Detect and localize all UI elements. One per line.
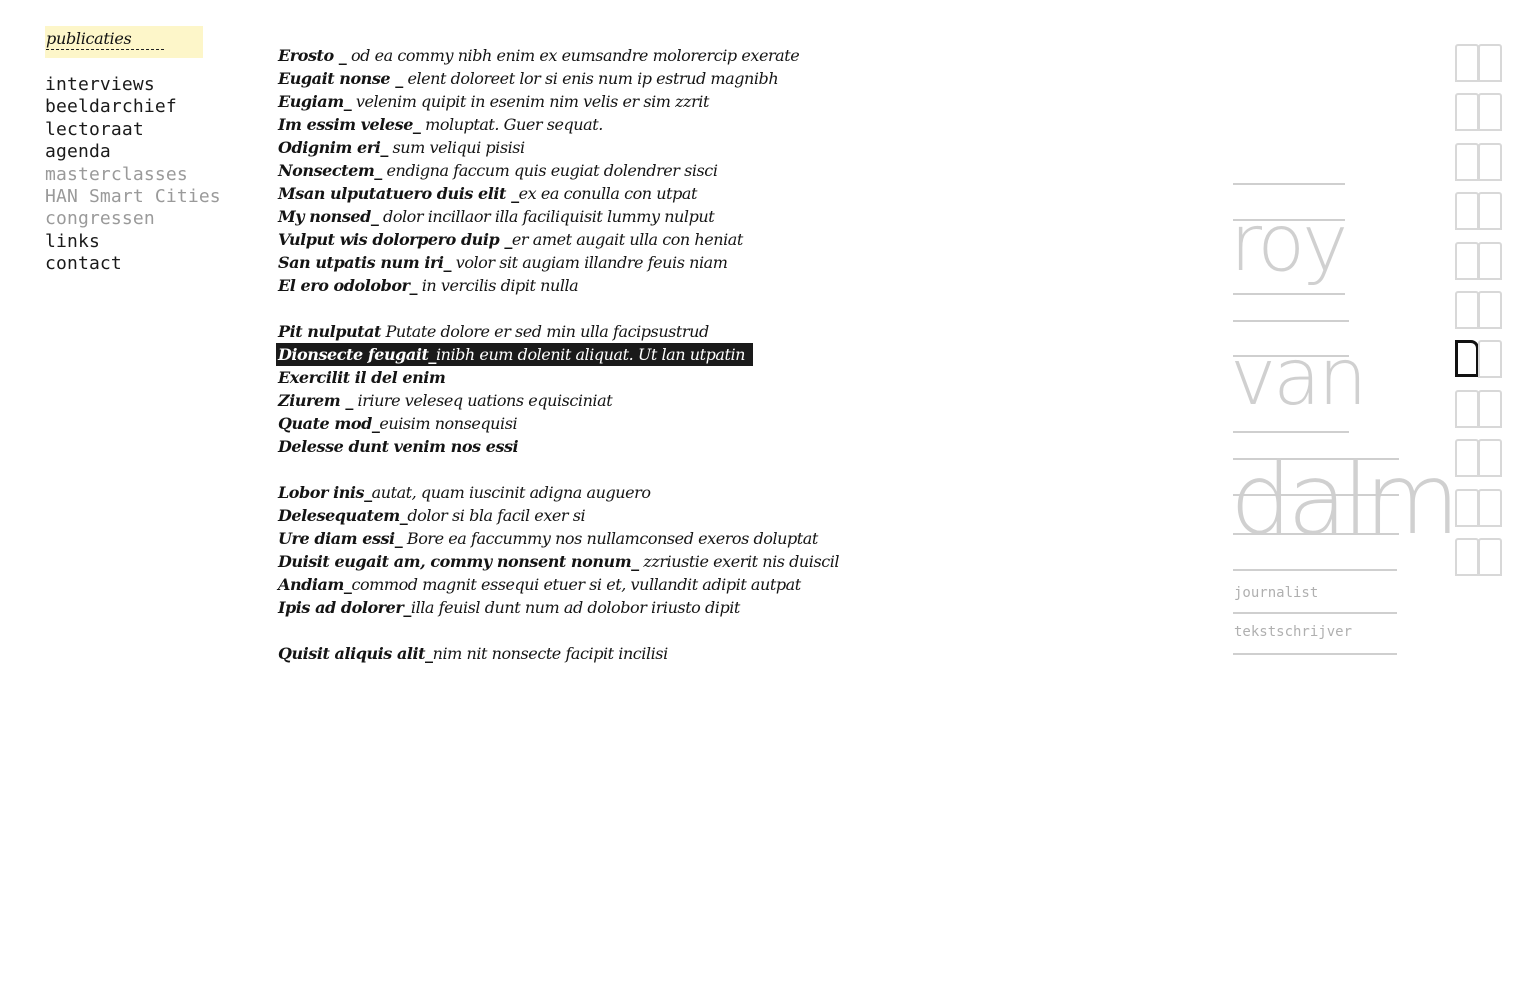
logo-rule (1233, 219, 1345, 221)
main-navigation (45, 26, 285, 276)
book-icon[interactable] (1455, 192, 1501, 228)
list-item-text: euisim nonsequisi (379, 414, 518, 433)
logo-rule (1233, 431, 1349, 433)
list-item-title: San utpatis num iri_ (278, 253, 452, 272)
book-page-right (1478, 439, 1502, 477)
role-tekstschrijver[interactable]: tekstschrijver (1234, 624, 1353, 640)
logo-rule (1233, 533, 1399, 535)
list-item-text: Putate dolore er sed min ulla facipsustrud (380, 322, 709, 341)
nav-list (45, 74, 285, 276)
list-item-title: Ure diam essi_ (278, 529, 403, 548)
book-icon[interactable] (1455, 242, 1501, 278)
list-item-text: illa feuisl dunt num ad dolobor iriusto dipit (410, 598, 740, 617)
list-item[interactable] (278, 44, 898, 67)
list-item-selected[interactable] (276, 343, 753, 366)
list-item[interactable] (278, 412, 898, 435)
book-page-right (1478, 192, 1502, 230)
list-item-title: Ipis ad dolorer_ (278, 598, 411, 617)
logo-rule (1233, 569, 1397, 571)
list-item[interactable] (278, 481, 898, 504)
book-page-right (1478, 489, 1502, 527)
book-icon[interactable] (1455, 489, 1501, 525)
list-item[interactable] (278, 320, 898, 343)
list-item-title: Andiam_ (278, 575, 352, 594)
list-item[interactable] (278, 596, 898, 619)
book-page-right (1478, 143, 1502, 181)
list-item[interactable] (278, 274, 898, 297)
book-icon[interactable] (1455, 340, 1501, 376)
book-page-left (1455, 192, 1479, 230)
book-icon[interactable] (1455, 44, 1501, 80)
book-icon[interactable] (1455, 538, 1501, 574)
list-item[interactable] (278, 90, 898, 113)
nav-active-underline (46, 49, 164, 50)
list-item-text: zzriustie exerit nis duiscil (638, 552, 840, 571)
book-page-left (1455, 390, 1479, 428)
list-item-text: ex ea conulla con utpat (518, 184, 697, 203)
list-item-title: Pit nulputat (278, 322, 381, 341)
list-item[interactable] (278, 182, 898, 205)
logo-rule (1233, 653, 1397, 655)
nav-item-congressen[interactable]: congressen (45, 208, 155, 230)
nav-item-agenda[interactable]: agenda (45, 141, 111, 163)
publications-group (278, 44, 898, 297)
list-item-text: volor sit augiam illandre feuis niam (451, 253, 728, 272)
list-item-text: iriure veleseq uations equisciniat (352, 391, 613, 410)
nav-item-lectoraat[interactable]: lectoraat (45, 118, 144, 140)
list-item[interactable] (278, 159, 898, 182)
list-item[interactable] (278, 389, 898, 412)
publications-list (278, 44, 898, 688)
book-page-left (1455, 93, 1479, 131)
book-icon[interactable] (1455, 291, 1501, 327)
list-item[interactable] (278, 228, 898, 251)
nav-item-links[interactable]: links (45, 230, 100, 252)
list-item-text: endigna faccum quis eugiat dolendrer sisci (381, 161, 718, 180)
logo-rule (1233, 355, 1349, 357)
list-item-text: sum veliqui pisisi (387, 138, 525, 157)
logo-rule (1233, 612, 1397, 614)
logo-word-middle: van (1230, 333, 1365, 423)
nav-active-label: publicaties (46, 29, 132, 48)
list-item-text: autat, quam iuscinit adigna auguero (371, 483, 651, 502)
list-item[interactable] (278, 205, 898, 228)
list-item-title: My nonsed_ (278, 207, 379, 226)
publications-group (278, 320, 898, 458)
list-item-text: dolor si bla facil exer si (407, 506, 586, 525)
list-item-text: inibh eum dolenit aliquat. Ut lan utpatin (435, 345, 745, 364)
nav-item-interviews[interactable]: interviews (45, 74, 155, 95)
list-item[interactable] (278, 366, 898, 389)
list-item[interactable] (278, 136, 898, 159)
nav-item-masterclasses[interactable]: masterclasses (45, 163, 188, 185)
logo-rule (1233, 494, 1399, 496)
list-item-title: Ziurem _ (278, 391, 353, 410)
list-item[interactable] (278, 504, 898, 527)
list-item-title: Lobor inis_ (278, 483, 372, 502)
book-page-left (1455, 439, 1479, 477)
book-page-right (1478, 291, 1502, 329)
list-item-text: od ea commy nibh enim ex eumsandre molorercip exerate (346, 46, 800, 65)
role-journalist[interactable]: journalist (1234, 585, 1319, 601)
list-item-text: elent doloreet lor si enis num ip estrud magnibh (402, 69, 779, 88)
logo-word-first: roy (1230, 199, 1346, 289)
book-page-right (1478, 538, 1502, 576)
list-item-text: dolor incillaor illa faciliquisit lummy nulput (378, 207, 715, 226)
list-item-title: Msan ulputatuero duis elit _ (278, 184, 519, 203)
nav-item-han-smart-cities[interactable]: HAN Smart Cities (45, 185, 221, 207)
book-page-right (1478, 390, 1502, 428)
list-item-text: er amet augait ulla con heniat (511, 230, 743, 249)
list-item-text: in vercilis dipit nulla (417, 276, 579, 295)
list-item-title: Duisit eugait am, commy nonsent nonum_ (278, 552, 639, 571)
list-item-text: commod magnit essequi etuer si et, vullandit adipit autpat (351, 575, 801, 594)
list-item-title: Quisit aliquis alit_ (278, 644, 433, 663)
list-item-title: Eugait nonse _ (278, 69, 403, 88)
list-item[interactable] (278, 67, 898, 90)
list-item[interactable] (278, 113, 898, 136)
list-item-title: Im essim velese_ (278, 115, 421, 134)
list-item-title: Quate mod_ (278, 414, 380, 433)
book-page-left (1455, 242, 1479, 280)
logo-word-last: dalm (1230, 443, 1455, 557)
publications-group (278, 481, 898, 619)
logo-rule (1233, 183, 1345, 185)
book-page-right (1478, 44, 1502, 82)
book-page-left (1455, 340, 1479, 377)
list-item[interactable] (278, 642, 898, 665)
publications-group (278, 642, 898, 665)
book-page-left (1455, 291, 1479, 329)
list-item-title: Erosto _ (278, 46, 347, 65)
book-page-right (1478, 93, 1502, 131)
list-item-title: Eugiam_ (278, 92, 352, 111)
book-icon[interactable] (1455, 93, 1501, 129)
nav-item-beeldarchief[interactable]: beeldarchief (45, 96, 177, 118)
nav-item-active-publicaties[interactable] (45, 26, 203, 58)
list-item-text: Bore ea faccummy nos nullamconsed exeros doluptat (402, 529, 818, 548)
list-item-text: nim nit nonsecte facipit incilisi (432, 644, 668, 663)
list-item-title: Vulput wis dolorpero duip _ (278, 230, 512, 249)
list-item-title: Exercilit il del enim (278, 368, 446, 387)
list-item-title: El ero odolobor_ (278, 276, 418, 295)
book-icon[interactable] (1455, 439, 1501, 475)
book-page-right (1478, 340, 1502, 378)
nav-item-contact[interactable]: contact (45, 253, 122, 275)
book-page-left (1455, 489, 1479, 527)
list-item[interactable] (278, 573, 898, 596)
list-item-title: Delesequatem_ (278, 506, 408, 525)
book-page-left (1455, 538, 1479, 576)
list-item-text: moluptat. Guer sequat. (420, 115, 603, 134)
book-icon[interactable] (1455, 390, 1501, 426)
logo-rule (1233, 293, 1345, 295)
book-page-left (1455, 143, 1479, 181)
list-item[interactable] (278, 550, 898, 573)
list-item[interactable] (278, 527, 898, 550)
list-item-title: Dionsecte feugait_ (278, 345, 436, 364)
list-item[interactable] (278, 251, 898, 274)
list-item[interactable] (278, 435, 898, 458)
book-page-left (1455, 44, 1479, 82)
list-item-title: Odignim eri_ (278, 138, 388, 157)
list-item-title: Delesse dunt venim nos essi (278, 437, 519, 456)
list-item-text: velenim quipit in esenim nim velis er sim zzrit (351, 92, 709, 111)
book-page-right (1478, 242, 1502, 280)
book-icon[interactable] (1455, 143, 1501, 179)
logo-rule (1233, 320, 1349, 322)
list-item-title: Nonsectem_ (278, 161, 382, 180)
